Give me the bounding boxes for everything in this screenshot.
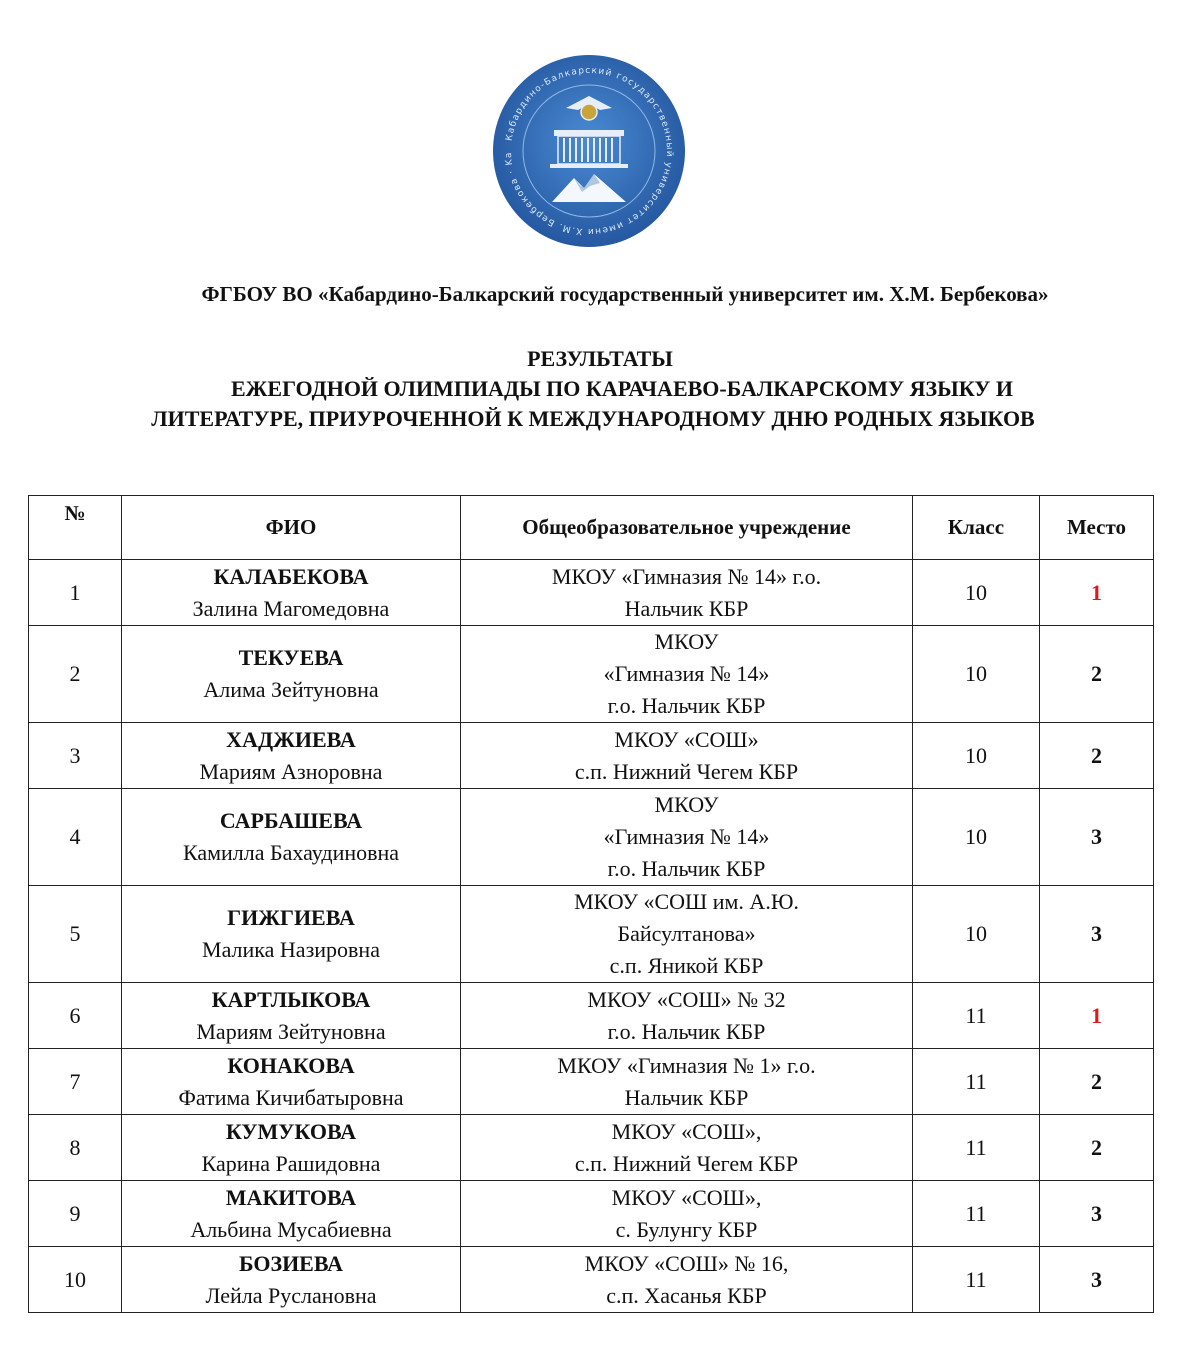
cell-place: 2 <box>1040 723 1154 789</box>
title-line-3: ЛИТЕРАТУРЕ, ПРИУРОЧЕННОЙ К МЕЖДУНАРОДНОМУ ДНЮ РОДНЫХ ЯЗЫКОВ <box>151 406 1035 431</box>
cell-name <box>122 886 461 983</box>
table-row <box>29 723 1154 789</box>
page-title <box>0 344 1200 434</box>
column-header-school: Общеобразовательное учреждение <box>461 496 913 560</box>
table-row <box>29 1181 1154 1247</box>
cell-place: 2 <box>1040 1115 1154 1181</box>
cell-number: 2 <box>29 626 122 723</box>
surname: ХАДЖИЕВА <box>226 726 356 752</box>
organization-name: ФГБОУ ВО «Кабардино-Балкарский государственный университет им. Х.М. Бербекова» <box>201 282 1049 306</box>
university-emblem <box>490 52 688 250</box>
column-header-name: ФИО <box>122 496 461 560</box>
surname: БОЗИЕВА <box>238 1250 344 1276</box>
cell-name <box>122 983 461 1049</box>
table-row <box>29 789 1154 886</box>
cell-name <box>122 789 461 886</box>
university-emblem-icon <box>490 52 688 250</box>
cell-name <box>122 1247 461 1313</box>
surname: КАРТЛЫКОВА <box>211 986 371 1012</box>
cell-place: 1 <box>1040 983 1154 1049</box>
table-header-row <box>29 496 1154 560</box>
table-row <box>29 1115 1154 1181</box>
cell-school: МКОУ «СОШ им. А.Ю. Байсултанова» с.п. Яникой КБР <box>461 886 913 983</box>
cell-number: 6 <box>29 983 122 1049</box>
given-name: Мариям Азноровна <box>199 758 383 784</box>
title-line-2: ЕЖЕГОДНОЙ ОЛИМПИАДЫ ПО КАРАЧАЕВО-БАЛКАРСКОМУ ЯЗЫКУ И <box>231 376 1013 401</box>
cell-school: МКОУ «СОШ», с. Булунгу КБР <box>461 1181 913 1247</box>
cell-grade: 10 <box>913 626 1040 723</box>
cell-number: 3 <box>29 723 122 789</box>
table-row <box>29 1247 1154 1313</box>
surname: МАКИТОВА <box>225 1184 357 1210</box>
cell-school: МКОУ «СОШ» с.п. Нижний Чегем КБР <box>461 723 913 789</box>
cell-grade: 10 <box>913 723 1040 789</box>
cell-school: МКОУ «СОШ», с.п. Нижний Чегем КБР <box>461 1115 913 1181</box>
cell-number: 9 <box>29 1181 122 1247</box>
cell-number: 1 <box>29 560 122 626</box>
given-name: Залина Магомедовна <box>192 595 390 621</box>
surname: КАЛАБЕКОВА <box>213 563 369 589</box>
column-header-number: № <box>29 496 122 560</box>
column-header-place: Место <box>1040 496 1154 560</box>
surname: КОНАКОВА <box>227 1052 355 1078</box>
cell-name <box>122 626 461 723</box>
cell-school: МКОУ «СОШ» № 32 г.о. Нальчик КБР <box>461 983 913 1049</box>
table-row <box>29 626 1154 723</box>
surname: ТЕКУЕВА <box>238 645 344 670</box>
results-table <box>28 495 1154 1313</box>
cell-grade: 11 <box>913 1247 1040 1313</box>
given-name: Камилла Бахаудиновна <box>182 840 400 865</box>
given-name: Малика Назировна <box>202 937 380 962</box>
cell-grade: 10 <box>913 886 1040 983</box>
cell-grade: 11 <box>913 983 1040 1049</box>
cell-number: 7 <box>29 1049 122 1115</box>
cell-school: МКОУ «Гимназия № 14» г.о. Нальчик КБР <box>461 789 913 886</box>
given-name: Карина Рашидовна <box>201 1150 381 1176</box>
given-name: Лейла Руслановна <box>205 1282 377 1308</box>
cell-number: 8 <box>29 1115 122 1181</box>
title-line-1: РЕЗУЛЬТАТЫ <box>527 346 673 371</box>
surname: САРБАШЕВА <box>219 808 363 833</box>
cell-number: 4 <box>29 789 122 886</box>
cell-place: 3 <box>1040 789 1154 886</box>
cell-place: 2 <box>1040 1049 1154 1115</box>
cell-name <box>122 1115 461 1181</box>
given-name: Алима Зейтуновна <box>203 677 379 702</box>
cell-grade: 11 <box>913 1049 1040 1115</box>
cell-name <box>122 1181 461 1247</box>
cell-school: МКОУ «Гимназия № 1» г.о. Нальчик КБР <box>461 1049 913 1115</box>
cell-place: 3 <box>1040 886 1154 983</box>
surname: КУМУКОВА <box>225 1118 357 1144</box>
cell-place: 3 <box>1040 1247 1154 1313</box>
cell-name <box>122 1049 461 1115</box>
cell-number: 10 <box>29 1247 122 1313</box>
given-name: Альбина Мусабиевна <box>190 1216 392 1242</box>
cell-school: МКОУ «Гимназия № 14» г.о. Нальчик КБР <box>461 560 913 626</box>
cell-place: 2 <box>1040 626 1154 723</box>
cell-name <box>122 723 461 789</box>
given-name: Мариям Зейтуновна <box>196 1018 386 1044</box>
table-row <box>29 983 1154 1049</box>
surname: ГИЖГИЕВА <box>227 905 355 930</box>
cell-number: 5 <box>29 886 122 983</box>
cell-school: МКОУ «СОШ» № 16, с.п. Хасанья КБР <box>461 1247 913 1313</box>
cell-grade: 11 <box>913 1181 1040 1247</box>
table-row <box>29 560 1154 626</box>
emblem-ring-text: Кабардино-Балкарский государственный университет имени Х.М. Бербекова · Ka <box>503 65 675 237</box>
cell-name <box>122 560 461 626</box>
given-name: Фатима Кичибатыровна <box>178 1084 404 1110</box>
cell-place: 1 <box>1040 560 1154 626</box>
table-row <box>29 1049 1154 1115</box>
column-header-grade: Класс <box>913 496 1040 560</box>
cell-school: МКОУ «Гимназия № 14» г.о. Нальчик КБР <box>461 626 913 723</box>
table-row <box>29 886 1154 983</box>
cell-grade: 10 <box>913 789 1040 886</box>
cell-grade: 11 <box>913 1115 1040 1181</box>
cell-place: 3 <box>1040 1181 1154 1247</box>
cell-grade: 10 <box>913 560 1040 626</box>
